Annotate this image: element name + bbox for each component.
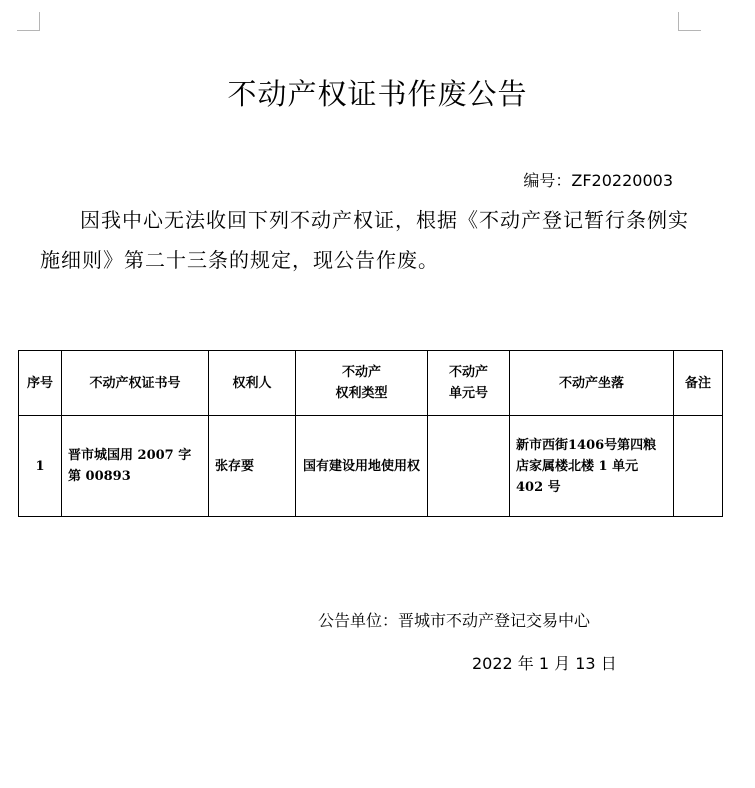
cell-holder: 张存要 xyxy=(209,416,296,517)
crop-mark-top-left xyxy=(17,12,40,31)
header-unit-no: 不动产 单元号 xyxy=(428,351,510,416)
table-row xyxy=(19,416,723,517)
cell-seq: 1 xyxy=(19,416,62,517)
cell-right-type: 国有建设用地使用权 xyxy=(296,416,428,517)
header-remark: 备注 xyxy=(674,351,723,416)
page-title: 不动产权证书作废公告 xyxy=(227,77,528,111)
cell-cert-no: 晋市城国用 2007 字第 00893 xyxy=(62,416,209,517)
document-number: 编号：ZF20220003 xyxy=(523,171,673,190)
crop-mark-top-right xyxy=(678,12,701,31)
header-location: 不动产坐落 xyxy=(510,351,674,416)
header-seq: 序号 xyxy=(19,351,62,416)
announcement-paragraph: 因我中心无法收回下列不动产权证，根据《不动产登记暂行条例实施细则》第二十三条的规定，现公告作废。 xyxy=(40,208,689,272)
certificate-table xyxy=(18,350,723,517)
header-right-type: 不动产 权利类型 xyxy=(296,351,428,416)
issue-date: 2022 年 1 月 13 日 xyxy=(472,654,617,673)
header-cert-no: 不动产权证书号 xyxy=(62,351,209,416)
cell-location: 新市西街1406号第四粮店家属楼北楼 1 单元 402 号 xyxy=(510,416,674,517)
table-header-row xyxy=(19,351,723,416)
header-holder: 权利人 xyxy=(209,351,296,416)
cell-remark xyxy=(674,416,723,517)
cell-unit-no xyxy=(428,416,510,517)
issuer-line: 公告单位：晋城市不动产登记交易中心 xyxy=(318,611,591,630)
